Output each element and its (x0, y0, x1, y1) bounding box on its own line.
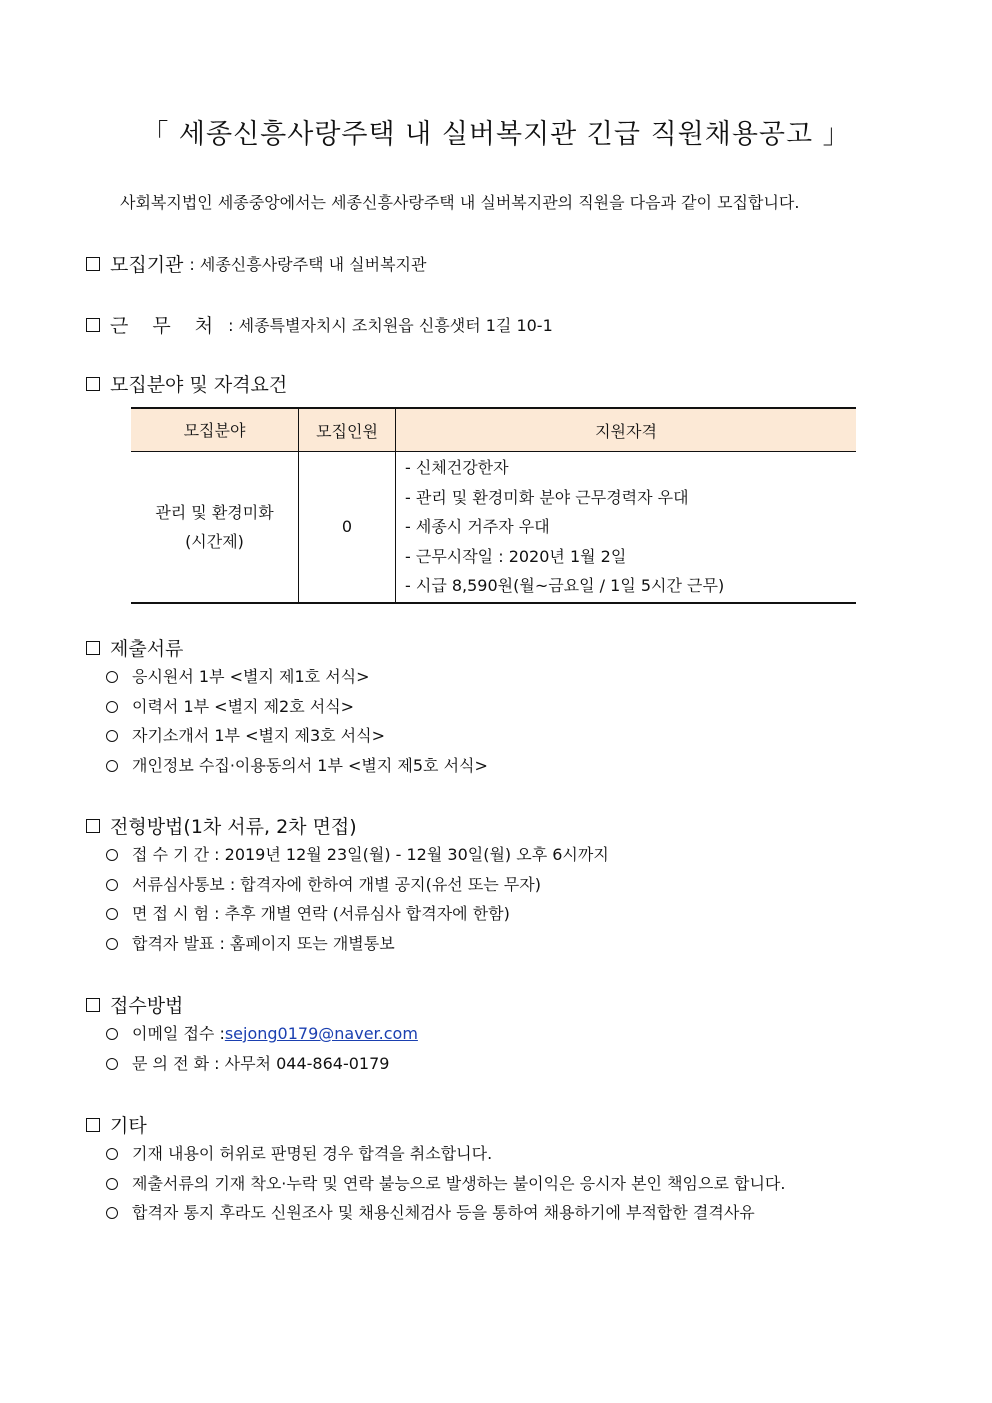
column-header: 모집분야 (131, 408, 299, 452)
requirements-heading (86, 370, 287, 397)
list-item (104, 870, 609, 900)
list-item-text: 면 접 시 험 : 추후 개별 연락 (서류심사 합격자에 한함) (132, 904, 510, 924)
circle-bullet-icon (106, 1148, 118, 1160)
qualification-item: - 세종시 거주자 우대 (405, 517, 550, 536)
list-item-text: 합격자 통지 후라도 신원조사 및 채용신체검사 등을 통하여 채용하기에 부적합한 결격사유 (132, 1203, 755, 1223)
list-item-text: 이력서 1부 <별지 제2호 서식> (132, 696, 355, 716)
list-item-text: 응시원서 1부 <별지 제1호 서식> (132, 667, 370, 686)
list-item (104, 899, 609, 929)
selection-list (104, 840, 609, 959)
workplace-value: : 세종특별자치시 조치원읍 신흥샛터 1길 10-1 (228, 316, 553, 335)
table-header-row (131, 408, 856, 452)
list-item (104, 840, 609, 870)
circle-bullet-icon (106, 1028, 118, 1040)
application-list (104, 1019, 418, 1078)
circle-bullet-icon (106, 908, 118, 920)
circle-bullet-icon (106, 938, 118, 950)
field-name: 관리 및 환경미화 (155, 502, 274, 522)
circle-bullet-icon (106, 1058, 118, 1070)
agency-label: 모집기관 (110, 254, 184, 276)
checkbox-square-icon (86, 998, 100, 1012)
column-header: 모집인원 (299, 408, 396, 452)
list-item-text: 기재 내용이 허위로 판명된 경우 합격을 취소합니다. (132, 1144, 493, 1163)
etc-list (104, 1139, 904, 1228)
list-item (104, 662, 488, 692)
list-item-text: 서류심사통보 : 합격자에 한하여 개별 공지(유선 또는 무자) (132, 874, 541, 894)
etc-heading (86, 1111, 147, 1138)
documents-list (104, 662, 488, 781)
list-item-text: 합격자 발표 : 홈페이지 또는 개별통보 (132, 934, 395, 954)
column-header: 지원자격 (396, 408, 857, 452)
list-item (104, 751, 488, 781)
checkbox-square-icon (86, 377, 100, 391)
list-item (104, 1049, 418, 1079)
circle-bullet-icon (106, 879, 118, 891)
checkbox-square-icon (86, 819, 100, 833)
list-item (104, 1139, 904, 1169)
email-link[interactable]: sejong0179@naver.com (224, 1024, 418, 1043)
list-item (104, 929, 609, 959)
list-item (104, 1198, 904, 1228)
checkbox-square-icon (86, 641, 100, 655)
field-cell (131, 452, 299, 603)
checkbox-square-icon (86, 318, 100, 332)
email-label: 이메일 접수 : (132, 1024, 225, 1043)
circle-bullet-icon (106, 1178, 118, 1190)
intro-text: 사회복지법인 세종중앙에서는 세종신흥사랑주택 내 실버복지관의 직원을 다음과 같이 모집합니다. (120, 193, 800, 212)
qualification-cell (396, 452, 857, 603)
agency-value: : 세종신흥사랑주택 내 실버복지관 (189, 255, 427, 274)
count-cell: 0 (299, 452, 396, 603)
agency-section (86, 250, 426, 277)
list-item (104, 1169, 904, 1199)
circle-bullet-icon (106, 849, 118, 861)
list-item-text: 자기소개서 1부 <별지 제3호 서식> (132, 726, 385, 746)
page-title: 「 세종신흥사랑주택 내 실버복지관 긴급 직원채용공고 」 (141, 119, 851, 150)
phone-text: 문 의 전 화 : 사무처 044-864-0179 (132, 1053, 390, 1073)
circle-bullet-icon (106, 701, 118, 713)
checkbox-square-icon (86, 257, 100, 271)
circle-bullet-icon (106, 1207, 118, 1219)
application-heading-text: 접수방법 (110, 995, 184, 1017)
workplace-section (86, 311, 553, 338)
list-item-text: 개인정보 수집·이용동의서 1부 <별지 제5호 서식> (132, 756, 488, 776)
checkbox-square-icon (86, 1118, 100, 1132)
documents-heading (86, 634, 183, 661)
list-item (104, 1019, 418, 1049)
list-item (104, 721, 488, 751)
qualification-item: - 신체건강한자 (405, 458, 509, 477)
selection-heading (86, 812, 357, 839)
application-heading (86, 991, 183, 1018)
field-type: (시간제) (185, 531, 244, 551)
qualification-item: - 시급 8,590원(월~금요일 / 1일 5시간 근무) (405, 576, 725, 595)
requirements-heading-text: 모집분야 및 자격요건 (110, 374, 288, 396)
circle-bullet-icon (106, 730, 118, 742)
list-item-text: 제출서류의 기재 착오·누락 및 연락 불능으로 발생하는 불이익은 응시자 본인 책임으로 합니다. (132, 1173, 786, 1193)
table-row (131, 452, 856, 603)
selection-heading-text: 전형방법(1차 서류, 2차 면접) (110, 816, 357, 838)
workplace-label: 근 무 처 (110, 315, 223, 337)
requirements-table (131, 407, 856, 604)
circle-bullet-icon (106, 671, 118, 683)
circle-bullet-icon (106, 760, 118, 772)
list-item-text: 접 수 기 간 : 2019년 12월 23일(월) - 12월 30일(월) 오후 6시까지 (132, 845, 609, 864)
qualification-item: - 근무시작일 : 2020년 1월 2일 (405, 546, 627, 566)
etc-heading-text: 기타 (110, 1115, 147, 1137)
qualification-item: - 관리 및 환경미화 분야 근무경력자 우대 (405, 487, 689, 507)
documents-heading-text: 제출서류 (110, 638, 184, 660)
list-item (104, 692, 488, 722)
